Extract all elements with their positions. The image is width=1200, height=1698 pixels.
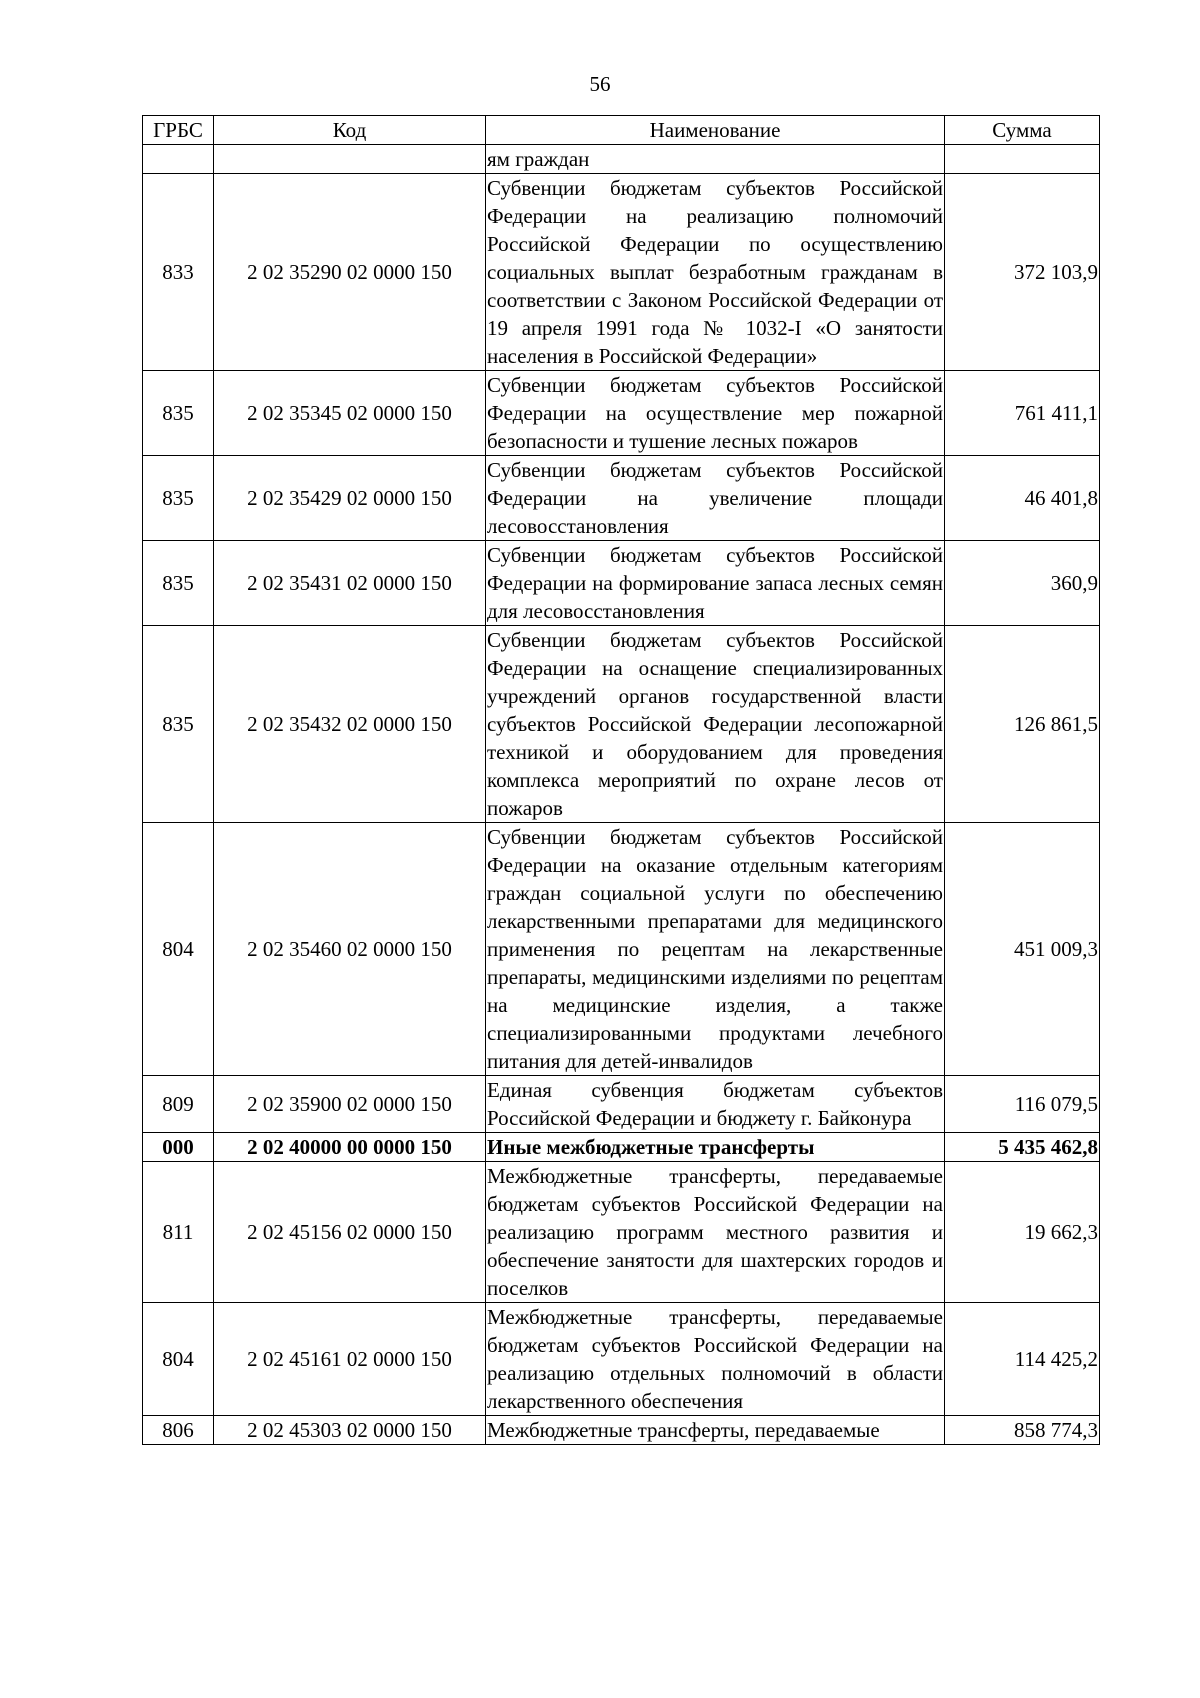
table-row bbox=[143, 1303, 1100, 1416]
code-cell: 2 02 35290 02 0000 150 bbox=[214, 174, 486, 371]
sum-cell: 116 079,5 bbox=[945, 1076, 1100, 1133]
grbs-cell: 806 bbox=[143, 1416, 214, 1445]
table-row bbox=[143, 541, 1100, 626]
name-cell: Межбюджетные трансферты, передаваемые бюджетам субъектов Российской Федерации на реализацию отдельных полномочий в области лекарственного обеспечения bbox=[486, 1303, 945, 1416]
code-cell: 2 02 35460 02 0000 150 bbox=[214, 823, 486, 1076]
continuation-sum-cell bbox=[945, 145, 1100, 174]
sum-cell: 451 009,3 bbox=[945, 823, 1100, 1076]
page-number: 56 bbox=[589, 72, 611, 96]
continuation-code-cell bbox=[214, 145, 486, 174]
continuation-grbs-cell bbox=[143, 145, 214, 174]
sum-cell: 19 662,3 bbox=[945, 1162, 1100, 1303]
grbs-cell: 809 bbox=[143, 1076, 214, 1133]
grbs-cell: 835 bbox=[143, 626, 214, 823]
grbs-cell: 835 bbox=[143, 371, 214, 456]
table-row bbox=[143, 1416, 1100, 1445]
table-row bbox=[143, 456, 1100, 541]
table-row bbox=[143, 823, 1100, 1076]
code-cell: 2 02 45303 02 0000 150 bbox=[214, 1416, 486, 1445]
name-cell: Субвенции бюджетам субъектов Российской Федерации на осуществление мер пожарной безопасности и тушение лесных пожаров bbox=[486, 371, 945, 456]
budget-table bbox=[142, 115, 1100, 1445]
table-row bbox=[143, 626, 1100, 823]
name-cell: Межбюджетные трансферты, передаваемые bbox=[486, 1416, 945, 1445]
sum-cell: 858 774,3 bbox=[945, 1416, 1100, 1445]
code-cell: 2 02 35431 02 0000 150 bbox=[214, 541, 486, 626]
name-cell: Субвенции бюджетам субъектов Российской Федерации на оснащение специализированных учреждений органов государственной власти субъектов Российской Федерации лесопожарной техникой и оборудованием для проведения комплекса мероприятий по охране лесов от пожаров bbox=[486, 626, 945, 823]
header-name: Наименование bbox=[486, 116, 945, 145]
grbs-cell: 835 bbox=[143, 456, 214, 541]
name-cell: Иные межбюджетные трансферты bbox=[486, 1133, 945, 1162]
code-cell: 2 02 35432 02 0000 150 bbox=[214, 626, 486, 823]
table-header-row bbox=[143, 116, 1100, 145]
table-row bbox=[143, 371, 1100, 456]
table-row-total bbox=[143, 1133, 1100, 1162]
sum-cell: 46 401,8 bbox=[945, 456, 1100, 541]
name-cell: Субвенции бюджетам субъектов Российской Федерации на увеличение площади лесовосстановления bbox=[486, 456, 945, 541]
sum-cell: 360,9 bbox=[945, 541, 1100, 626]
name-cell: Межбюджетные трансферты, передаваемые бюджетам субъектов Российской Федерации на реализацию программ местного развития и обеспечение занятости для шахтерских городов и поселков bbox=[486, 1162, 945, 1303]
code-cell: 2 02 35900 02 0000 150 bbox=[214, 1076, 486, 1133]
grbs-cell: 811 bbox=[143, 1162, 214, 1303]
table-row bbox=[143, 1162, 1100, 1303]
code-cell: 2 02 45156 02 0000 150 bbox=[214, 1162, 486, 1303]
sum-cell: 126 861,5 bbox=[945, 626, 1100, 823]
code-cell: 2 02 35429 02 0000 150 bbox=[214, 456, 486, 541]
sum-cell: 761 411,1 bbox=[945, 371, 1100, 456]
grbs-cell: 804 bbox=[143, 823, 214, 1076]
table-row bbox=[143, 1076, 1100, 1133]
continuation-row bbox=[143, 145, 1100, 174]
code-cell: 2 02 45161 02 0000 150 bbox=[214, 1303, 486, 1416]
grbs-cell: 833 bbox=[143, 174, 214, 371]
code-cell: 2 02 35345 02 0000 150 bbox=[214, 371, 486, 456]
code-cell: 2 02 40000 00 0000 150 bbox=[214, 1133, 486, 1162]
sum-cell: 372 103,9 bbox=[945, 174, 1100, 371]
name-cell: Единая субвенция бюджетам субъектов Российской Федерации и бюджету г. Байконура bbox=[486, 1076, 945, 1133]
table-row bbox=[143, 174, 1100, 371]
header-grbs: ГРБС bbox=[143, 116, 214, 145]
header-sum: Сумма bbox=[945, 116, 1100, 145]
sum-cell: 5 435 462,8 bbox=[945, 1133, 1100, 1162]
grbs-cell: 804 bbox=[143, 1303, 214, 1416]
name-cell: Субвенции бюджетам субъектов Российской Федерации на оказание отдельным категориям граждан социальной услуги по обеспечению лекарственными препаратами для медицинского применения по рецептам на лекарственные препараты, медицинскими изделиями по рецептам на медицинские изделия, а также специализированными продуктами лечебного питания для детей-инвалидов bbox=[486, 823, 945, 1076]
continuation-name-cell: ям граждан bbox=[486, 145, 945, 174]
name-cell: Субвенции бюджетам субъектов Российской Федерации на формирование запаса лесных семян для лесовосстановления bbox=[486, 541, 945, 626]
grbs-cell: 835 bbox=[143, 541, 214, 626]
grbs-cell: 000 bbox=[143, 1133, 214, 1162]
sum-cell: 114 425,2 bbox=[945, 1303, 1100, 1416]
header-code: Код bbox=[214, 116, 486, 145]
name-cell: Субвенции бюджетам субъектов Российской Федерации на реализацию полномочий Российской Федерации по осуществлению социальных выплат безработным гражданам в соответствии с Законом Российской Федерации от 19 апреля 1991 года № 1032-I «О занятости населения в Российской Федерации» bbox=[486, 174, 945, 371]
